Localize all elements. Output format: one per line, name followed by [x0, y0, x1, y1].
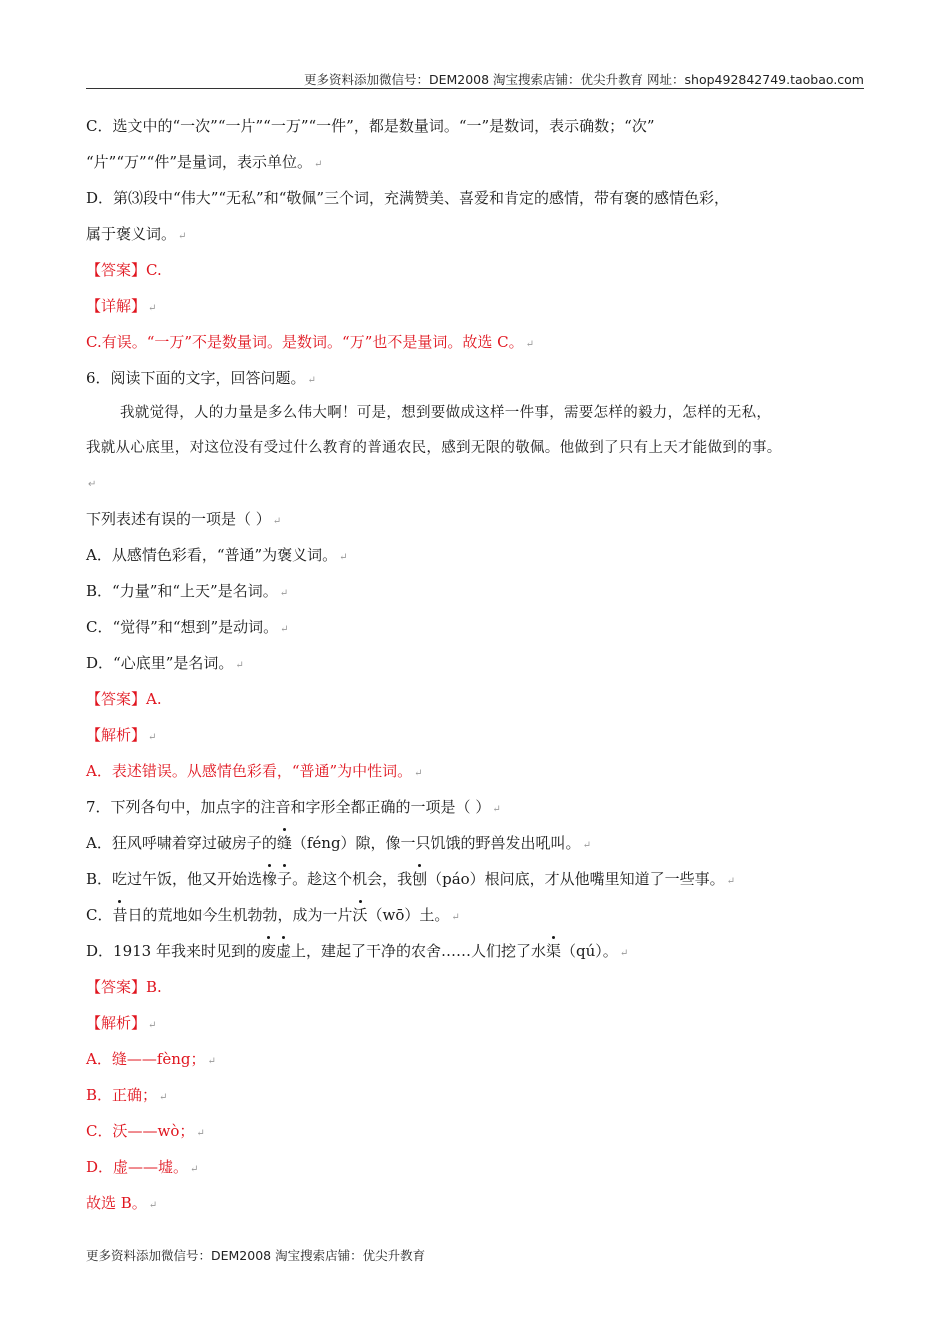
emphasis-dot-char: 昔: [112, 897, 127, 933]
passage-line: 我就从心底里，对这位没有受过什么教育的普通农民，感到无限的敬佩。他做到了只有上天才能做到的事。: [86, 440, 782, 456]
q6-option-c: C．“觉得”和“想到”是动词。 ↵: [86, 618, 289, 636]
q6-answer: 【答案】A.: [86, 690, 162, 708]
q6-question: 下列表述有误的一项是（ ） ↵: [86, 510, 282, 528]
emphasis-dot-char: 渠: [546, 933, 561, 969]
emphasis-dot-char: 刨: [412, 861, 427, 897]
q6-analysis-label: 【解析】 ↵: [86, 726, 157, 744]
q7-answer: 【答案】B.: [86, 978, 162, 996]
emphasis-dot-char: 沃: [353, 897, 368, 933]
q7-option-c: C．昔日的荒地如今生机勃勃，成为一片沃（wō）土。 ↵: [86, 897, 864, 933]
q6-passage: [86, 396, 864, 501]
emphasis-dot-char: 子: [277, 861, 292, 897]
q5-detail-text: C.有误。“一万”不是数量词。是数词。“万”也不是量词。故选 C。 ↵: [86, 333, 535, 351]
q5-option-d-line2: 属于褒义词。 ↵: [86, 225, 187, 243]
page-footer: 更多资料添加微信号：DEM2008 淘宝搜索店铺：优尖升教育: [86, 1248, 426, 1263]
q6-option-a: A．从感情色彩看，“普通”为褒义词。 ↵: [86, 546, 348, 564]
q6-option-b: B．“力量”和“上天”是名词。 ↵: [86, 582, 289, 600]
q7-conclusion: 故选 B。 ↵: [86, 1194, 158, 1212]
q5-detail-label: 【详解】 ↵: [86, 297, 157, 315]
q5-option-c-line2: “片”“万”“件”是量词，表示单位。 ↵: [86, 153, 323, 171]
q7-analysis-a: A．缝——fèng； ↵: [86, 1050, 216, 1068]
emphasis-dot-char: 虚: [276, 933, 291, 969]
q7-option-a: A．狂风呼啸着穿过破房子的缝（féng）隙，像一只饥饿的野兽发出吼叫。 ↵: [86, 825, 864, 861]
emphasis-dot-char: 废: [261, 933, 276, 969]
q7-analysis-label: 【解析】 ↵: [86, 1014, 157, 1032]
q5-answer: 【答案】C.: [86, 261, 162, 279]
q6-analysis-text: A．表述错误。从感情色彩看，“普通”为中性词。 ↵: [86, 762, 423, 780]
q7-option-b: B．吃过午饭，他又开始选橡子。趁这个机会，我刨（páo）根问底，才从他嘴里知道了一些事。 ↵: [86, 861, 864, 897]
document-body: [86, 108, 864, 1221]
emphasis-dot-char: 橡: [262, 861, 277, 897]
q5-option-c-line1: C．选文中的“一次”“一片”“一万”“一件”，都是数量词。“一”是数词，表示确数；“次”: [86, 117, 655, 135]
q5-option-d-line1: D．第⑶段中“伟大”“无私”和“敬佩”三个词，充满赞美、喜爱和肯定的感情，带有褒的感情色彩，: [86, 189, 730, 207]
q7-stem: 7．下列各句中，加点字的注音和字形全都正确的一项是（ ） ↵: [86, 798, 501, 816]
header-divider: [86, 88, 864, 89]
emphasis-dot-char: 缝: [277, 825, 292, 861]
q6-option-d: D．“心底里”是名词。 ↵: [86, 654, 244, 672]
page-header: 更多资料添加微信号：DEM2008 淘宝搜索店铺：优尖升教育 网址：shop492842749.taobao.com: [303, 72, 864, 87]
q6-stem: 6．阅读下面的文字，回答问题。 ↵: [86, 369, 316, 387]
paragraph-mark: ↵: [88, 479, 97, 490]
q7-option-d: D．1913 年我来时见到的废虚上，建起了干净的农舍……人们挖了水渠（qú）。 ↵: [86, 933, 864, 969]
q7-analysis-d: D．虚——墟。 ↵: [86, 1158, 199, 1176]
passage-line: 我就觉得，人的力量是多么伟大啊！可是，想到要做成这样一件事，需要怎样的毅力，怎样的无私，: [120, 405, 772, 421]
q7-analysis-b: B．正确； ↵: [86, 1086, 168, 1104]
q7-analysis-c: C．沃——wò； ↵: [86, 1122, 205, 1140]
